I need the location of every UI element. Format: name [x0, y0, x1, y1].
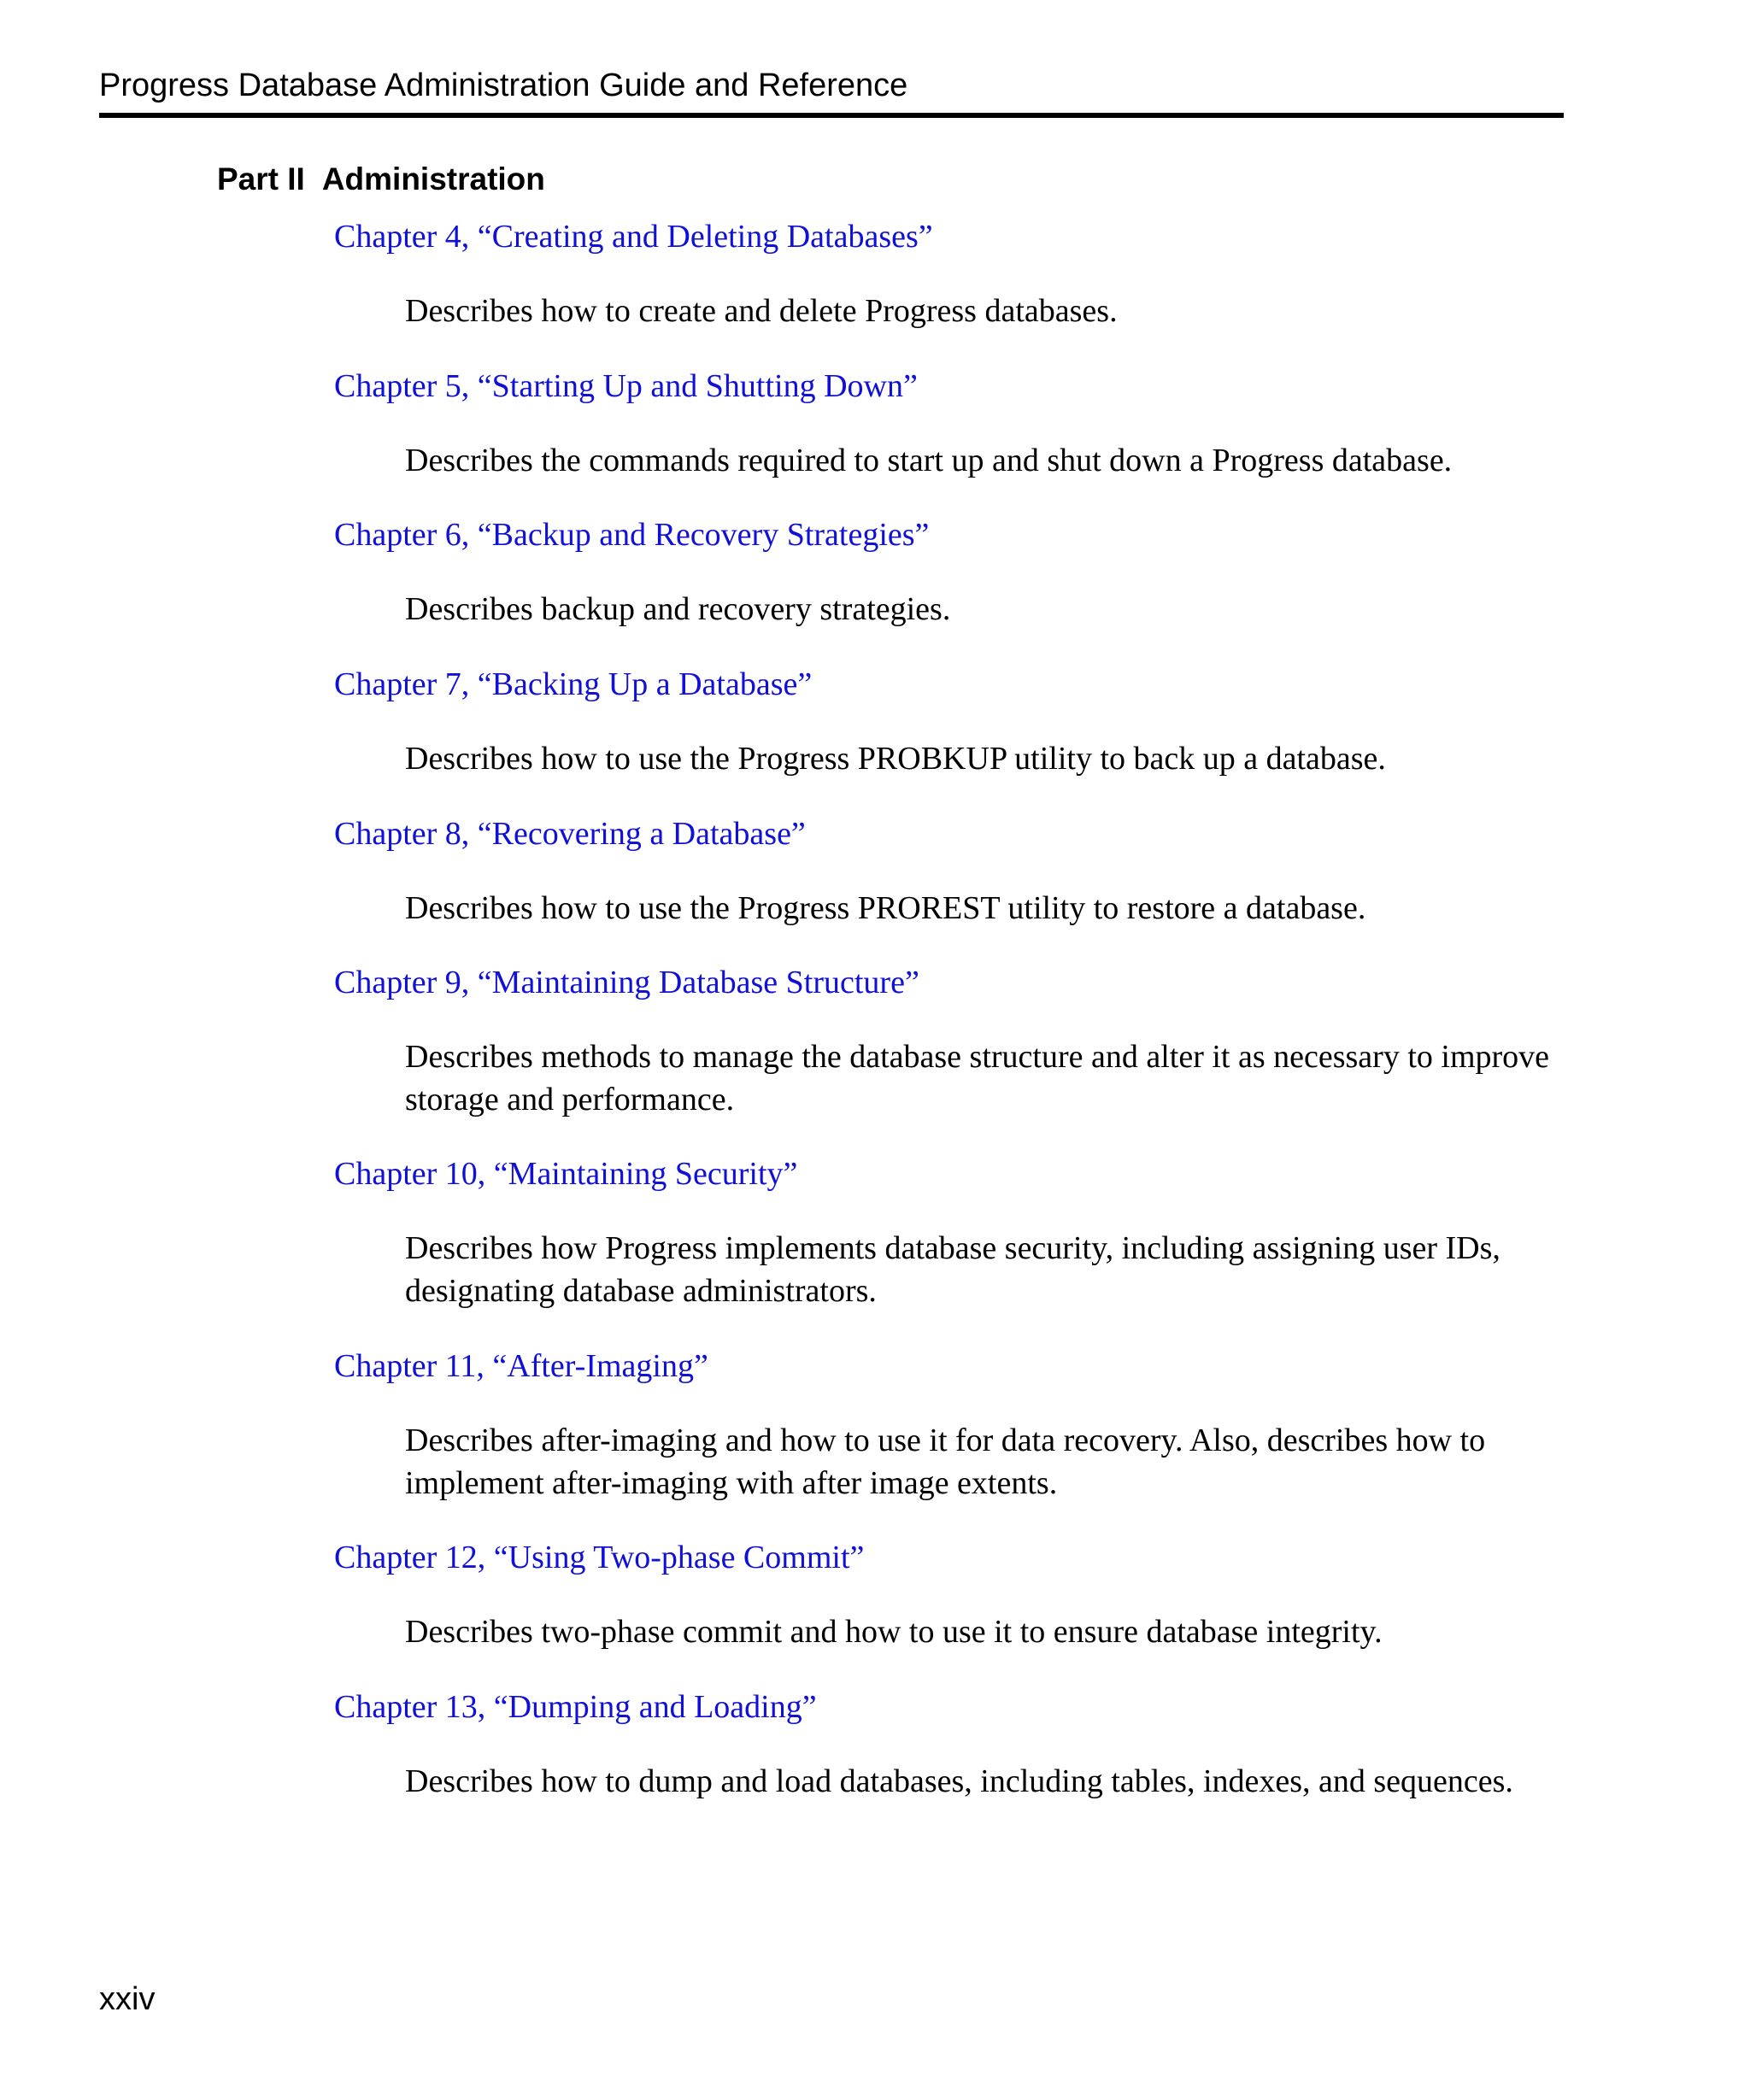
- chapter-description-4: Describes how to create and delete Progress databases.: [405, 293, 1118, 329]
- chapter-description-10: Describes how Progress implements database security, including assigning user IDs, designating database administrators.: [405, 1230, 1500, 1309]
- part-title: Administration: [321, 161, 545, 197]
- chapter-link-12[interactable]: Chapter 12, “Using Two-phase Commit”: [334, 1540, 865, 1575]
- page-number: xxiv: [99, 1981, 156, 2017]
- chapter-link-13[interactable]: Chapter 13, “Dumping and Loading”: [334, 1689, 817, 1725]
- chapter-description-13: Describes how to dump and load databases, including tables, indexes, and sequences.: [405, 1763, 1513, 1799]
- chapter-description-5: Describes the commands required to start up and shut down a Progress database.: [405, 443, 1453, 478]
- running-header: Progress Database Administration Guide and Reference: [99, 67, 908, 103]
- chapter-description-6: Describes backup and recovery strategies.: [405, 591, 951, 627]
- chapter-description-11: Describes after-imaging and how to use it for data recovery. Also, describes how to implement after-imaging with after image extents.: [405, 1422, 1486, 1501]
- chapter-description-12: Describes two-phase commit and how to use it to ensure database integrity.: [405, 1614, 1383, 1650]
- chapter-link-6[interactable]: Chapter 6, “Backup and Recovery Strategies”: [334, 517, 930, 553]
- chapter-description-7: Describes how to use the Progress PROBKUP utility to back up a database.: [405, 741, 1386, 777]
- chapter-link-5[interactable]: Chapter 5, “Starting Up and Shutting Down”: [334, 368, 918, 404]
- chapter-link-10[interactable]: Chapter 10, “Maintaining Security”: [334, 1156, 798, 1192]
- chapter-link-7[interactable]: Chapter 7, “Backing Up a Database”: [334, 666, 813, 702]
- chapter-link-9[interactable]: Chapter 9, “Maintaining Database Structure”: [334, 965, 919, 1000]
- chapter-link-11[interactable]: Chapter 11, “After-Imaging”: [334, 1348, 708, 1384]
- part-number: Part II: [217, 161, 305, 197]
- chapter-link-8[interactable]: Chapter 8, “Recovering a Database”: [334, 816, 806, 852]
- header-rule: [99, 113, 1564, 118]
- chapter-link-4[interactable]: Chapter 4, “Creating and Deleting Databases”: [334, 219, 933, 255]
- part-heading: [217, 161, 545, 198]
- chapter-description-9: Describes methods to manage the database structure and alter it as necessary to improve storage and performance.: [405, 1039, 1550, 1117]
- chapter-description-8: Describes how to use the Progress PROREST utility to restore a database.: [405, 890, 1366, 926]
